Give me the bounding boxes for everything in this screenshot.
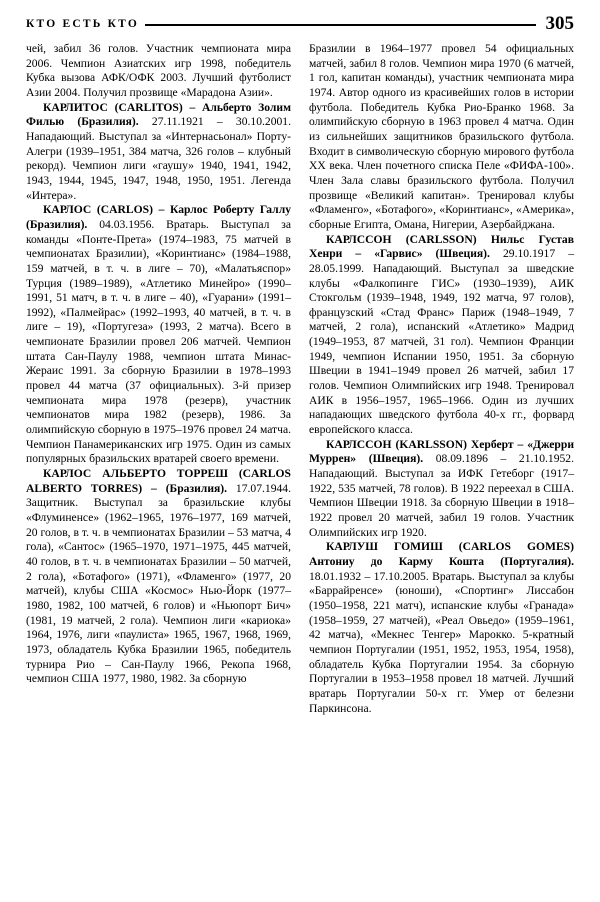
column-left [26, 42, 291, 887]
entry-headword: КАРЛОС АЛЬБЕРТО ТОРРЕШ (CARLOS ALBERTO TORRES) – (Бразилия). [26, 467, 291, 495]
entry-headword: КАРЛССОН (KARLSSON) Херберт – «Джерри Муррен» (Швеция). [309, 437, 574, 466]
text-columns [26, 42, 574, 887]
dictionary-entry [309, 540, 574, 716]
entry-body: 04.03.1956. Вратарь. Выступал за команды «Понте-Прета» (1974–1983, 75 матчей в чемпионатах Бразилии), «Коринтианс» (1984–1988, 159 матчей, в т. ч. в лиге – 70), «Малатьяспор» Турция (1989–1989), «Атлетико Минейро» (1990–1991, 51 матч, в т. ч. в лиге – 40), «Гуарани» (1991–1992), «Палмейрас» (1992–1993, 40 матчей, в т. ч. в лиге – 19), «Португеза» (1993, 2 матча). Всего в чемпионате Бразилии провел 206 матчей. Чемпион штата Сан-Паулу 1988, чемпион штата Минас-Жераис 1991. За сборную Бразилии в 1978–1993 провел 44 матча (37 официальных). 3-й призер чемпионата мира 1978 (резерв), участник чемпионатов мира 1982 (резерв), 1986. За олимпийскую сборную в 1975–1976 провел 24 матча. Чемпион Панамериканских игр 1975. Один из самых популярных бразильских вратарей своего времени. [26, 217, 291, 466]
entry-body: 18.01.1932 – 17.10.2005. Вратарь. Выступал за клубы «Баррайренсе» (юноши), «Спортинг» Лиссабон (1950–1958, 221 матч), испанские клубы «Гранада» (1958–1959, 27 матчей), «Реал Овьедо» (1959–1961, 42 матча), «Мекнес Тенгер» Марокко. 5-кратный чемпион Португалии (1951, 1952, 1953, 1954, 1958), обладатель Кубка Португалии 1954. За сборную Португалии в 1953–1958 провел 18 матчей. Лучший вратарь Португалии 50-х гг. Умер от белезни Паркинсона. [309, 569, 574, 715]
entry-headword: КАРЛУШ ГОМИШ (CARLOS GOMES) Антониу до Карму Кошта (Португалия). [309, 540, 574, 568]
entry-headword: КАРЛИТОС (CARLITOS) – Альберто Золим Филью (Бразилия). [26, 100, 291, 129]
dictionary-entry [309, 233, 574, 438]
entry-body: 27.11.1921 – 30.10.2001. Нападающий. Выступал за «Интернасьонал» Порту-Алегри (1939–1951, 384 матча, 326 голов – клубный рекорд). Чемпион лиги «гаушу» 1940, 1941, 1942, 1943, 1944, 1945, 1947, 1948, 1950, 1951. Легенда «Интера». [26, 115, 292, 202]
entry-body: 17.07.1944. Защитник. Выступал за бразильские клубы «Флуминенсе» (1962–1965, 1976–1977, 169 матчей, 20 голов, в т. ч. в чемпионатах Бразилии – 53 матча, 4 гола), «Сантос» (1965–1970, 1971–1975, 445 матчей, 40 голов, в т. ч. в чемпионатах Бразилии – 50 матчей, 2 гола), «Ботафого» (1971), «Фламенго» (1977, 20 матчей), клубы США «Космос» Нью-Йорк (1977–1980, 1982, 100 матчей, 6 голов) и «Ньюпорт Бич» (1981, 19 матчей, 2 гола). Чемпион лиги «кариока» 1964, 1976, лиги «паулиста» 1965, 1967, 1968, 1969, 1973, обладатель Кубка Бразилии 1965, победитель турнира Рио – Сан-Паулу 1966, Рекопа 1968, чемпион США 1977, 1980, 1982. За сборную [26, 481, 292, 686]
entry-body: 08.09.1896 – 21.10.1952. Нападающий. Выступал за ИФК Гетеборг (1917–1922, 535 матчей, 78 голов). В 1922 переехал в США. Чемпион Швеции 1918. За сборную Швеции в 1918–1922 провел 20 матчей, забил 19 голов. Участник Олимпийских игр 1920. [309, 452, 575, 539]
entry-body: 29.10.1917 – 28.05.1999. Нападающий. Выступал за шведские клубы «Фалкопинге ГИС» (1930–1939), АИК Стокгольм (1939–1948, 1949, 192 матча, 97 голов), французский «Стад Франс» Париж (1948–1949, 7 матчей, 2 гола), испанский «Атлетико» Мадрид (1949–1953, 87 матчей, 31 гол). Чемпион Франции 1949, чемпион Испании 1950, 1951. За сборную Швеции в 1941–1949 провел 26 матчей, забил 17 голов. Чемпион Олимпийских игр 1948. Тренировал АИК в 1956–1957, 1965–1966. Один из лучших нападающих шведского футбола 40-х гг., форвард европейского класса. [309, 247, 574, 437]
dictionary-entry [26, 203, 291, 467]
running-title: КТО ЕСТЬ КТО [26, 17, 140, 30]
page-header [26, 14, 574, 33]
continued-paragraph: Бразилии в 1964–1977 провел 54 официальных матчей, забил 8 голов. Чемпион мира 1970 (6 матчей, 1 гол, капитан команды), участник чемпионата мира 1974. Автор одного из красивейших голов в истории футбола. Победитель Кубка Рио-Бранко 1968. За олимпийскую сборную в 1963 провел 4 матча. Один из сильнейших защитников бразильского футбола. Входит в символическую сборную мирового футбола XX века. Член почетного списка Пеле «ФИФА-100». Член Зала славы бразильского футбола. Получил прозвище «Великий капитан». Тренировал клубы «Фламенго», «Ботафого», «Коринтианс», «Америка», сборные Египта, Омана, Нигерии, Азербайджана. [309, 42, 574, 231]
entry-headword: КАРЛОС (CARLOS) – Карлос Роберту Галлу (Бразилия). [26, 203, 291, 231]
header-rule [145, 24, 535, 26]
dictionary-entry [309, 438, 574, 541]
continued-paragraph: чей, забил 36 голов. Участник чемпионата мира 2006. Чемпион Азиатских игр 1998, победитель Кубка вызова АФК/ОФК 2003. Лучший футболист Азии 2004. Получил прозвище «Марадона Азии». [26, 42, 291, 99]
column-right [309, 42, 574, 887]
entry-headword: КАРЛССОН (CARLSSON) Нильс Густав Хенри – «Гарвис» (Швеция). [309, 232, 574, 261]
page-number: 305 [545, 13, 574, 34]
dictionary-entry [26, 467, 291, 687]
dictionary-entry [26, 101, 291, 204]
